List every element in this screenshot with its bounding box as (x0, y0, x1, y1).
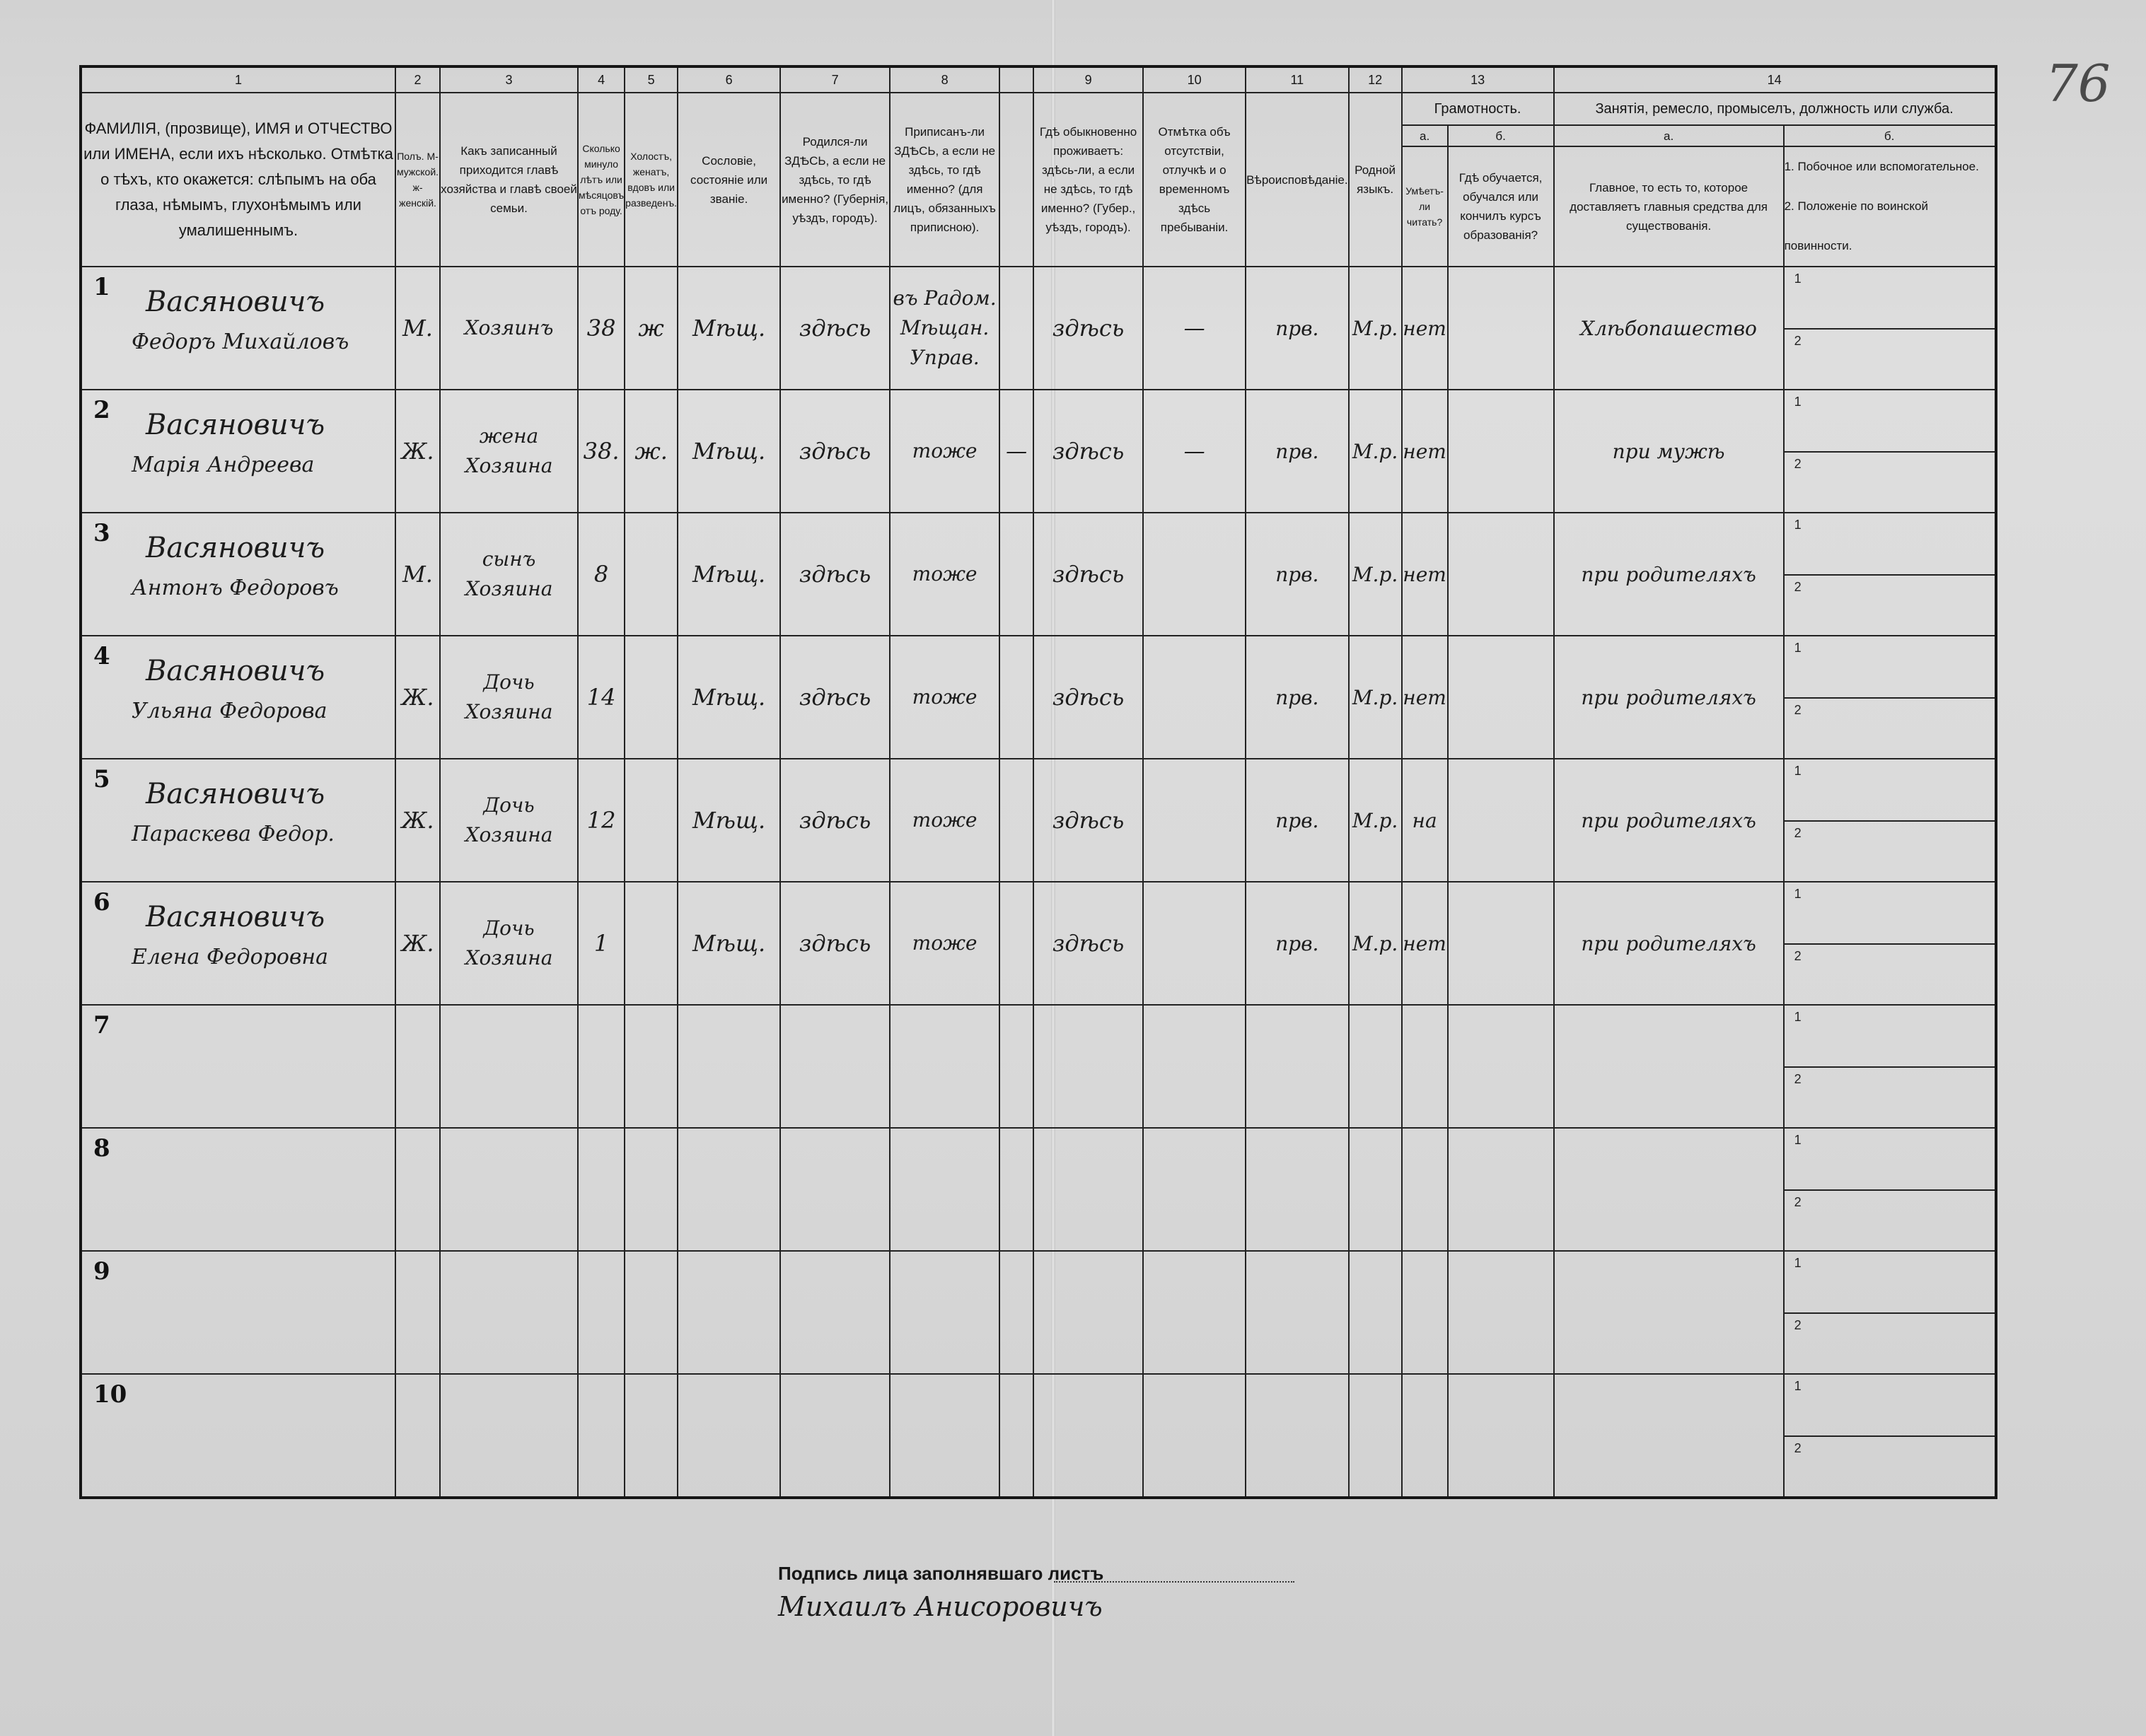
surname: Васяновичъ (146, 532, 325, 564)
estate-cell: Мѣщ. (678, 390, 780, 513)
sex-cell (395, 1128, 440, 1251)
military-status (1785, 576, 1995, 635)
colnum-3: 3 (440, 66, 578, 93)
military-status (1785, 1191, 1995, 1250)
age-cell: 14 (578, 636, 625, 759)
birthplace-cell (780, 1374, 890, 1498)
military-status (1785, 822, 1995, 881)
absence-cell (1143, 1251, 1246, 1374)
registered-dash-cell (999, 1128, 1033, 1251)
row-number: 6 (93, 888, 110, 916)
residence-cell: здѣсь (1033, 759, 1143, 882)
side-occupation-cell (1784, 267, 1996, 390)
column-number-row (81, 66, 1996, 93)
header-relation: Какъ записанный приходится главѣ хозяйства и главѣ своей семьи. (440, 93, 578, 267)
marital-cell (625, 513, 678, 636)
language-cell: М.р. (1349, 390, 1402, 513)
military-status (1785, 453, 1995, 512)
language-cell: М.р. (1349, 513, 1402, 636)
birthplace-cell: здѣсь (780, 759, 890, 882)
census-body (81, 267, 1996, 1498)
colnum-2: 2 (395, 66, 440, 93)
estate-cell: Мѣщ. (678, 513, 780, 636)
relation-cell (440, 1251, 578, 1374)
marital-cell (625, 1251, 678, 1374)
absence-cell (1143, 759, 1246, 882)
occupation-cell (1554, 1128, 1784, 1251)
name-cell (81, 1251, 395, 1374)
table-row (81, 759, 1996, 882)
literacy-cell: нет (1402, 513, 1448, 636)
registered-dash-cell (999, 636, 1033, 759)
table-row (81, 1005, 1996, 1128)
side-occupation-cell (1784, 513, 1996, 636)
registered-dash-cell (999, 1251, 1033, 1374)
row-number: 9 (93, 1257, 110, 1286)
military-status-number: 2 (1794, 1441, 1802, 1455)
header-occupation-b-label: б. (1784, 125, 1996, 146)
estate-cell (678, 1128, 780, 1251)
registered-cell (890, 1251, 999, 1374)
absence-cell: — (1143, 390, 1246, 513)
occupation-cell: при родителяхъ (1554, 636, 1784, 759)
table-row (81, 1374, 1996, 1498)
side-occupation-1-number: 1 (1794, 887, 1802, 901)
military-status (1785, 945, 1995, 1004)
table-row (81, 882, 1996, 1005)
census-table (79, 65, 1997, 1499)
language-cell (1349, 1374, 1402, 1498)
sex-cell (395, 1251, 440, 1374)
side-occupation-1-number: 1 (1794, 395, 1802, 409)
literacy-cell: нет (1402, 636, 1448, 759)
birthplace-cell (780, 1251, 890, 1374)
name-cell (81, 513, 395, 636)
language-cell (1349, 1251, 1402, 1374)
literacy-cell (1402, 1128, 1448, 1251)
header-occupation-main: Главное, то есть то, которое доставляетъ главныя средства для существованія. (1554, 146, 1784, 267)
header-occupation-a-label: а. (1554, 125, 1784, 146)
language-cell (1349, 1005, 1402, 1128)
education-cell (1448, 390, 1554, 513)
age-cell: 1 (578, 882, 625, 1005)
age-cell: 38 (578, 267, 625, 390)
table-row (81, 390, 1996, 513)
religion-cell (1246, 1128, 1349, 1251)
header-literacy-education: Гдѣ обучается, обучался или кончилъ курсъ образованія? (1448, 146, 1554, 267)
side-occupation-1-number: 1 (1794, 1379, 1802, 1393)
header-language: Родной языкъ. (1349, 93, 1402, 267)
absence-cell (1143, 882, 1246, 1005)
side-occupation-1 (1785, 1006, 1995, 1068)
name-cell (81, 759, 395, 882)
header-literacy: Грамотность. (1402, 93, 1554, 125)
military-status-number: 2 (1794, 1072, 1802, 1086)
absence-cell (1143, 1128, 1246, 1251)
residence-cell: здѣсь (1033, 513, 1143, 636)
header-age: Сколько минуло лѣтъ или мѣсяцовъ отъ роду. (578, 93, 625, 267)
row-number: 2 (93, 396, 110, 424)
side-occupation-cell (1784, 759, 1996, 882)
age-cell (578, 1251, 625, 1374)
name-cell (81, 390, 395, 513)
religion-cell: прв. (1246, 513, 1349, 636)
side-occupation-1 (1785, 1375, 1995, 1437)
side-occupation-1 (1785, 1129, 1995, 1191)
registered-cell: тоже (890, 759, 999, 882)
military-status-number: 2 (1794, 1195, 1802, 1209)
side-occupation-cell (1784, 1251, 1996, 1374)
row-number: 8 (93, 1134, 110, 1163)
military-status-number: 2 (1794, 703, 1802, 717)
row-number: 4 (93, 642, 110, 670)
header-occupation: Занятія, ремесло, промыселъ, должность или служба. (1554, 93, 1996, 125)
given-names: Ульяна Федорова (132, 699, 327, 723)
registered-cell (890, 1128, 999, 1251)
military-status-number: 2 (1794, 457, 1802, 471)
side-occupation-1 (1785, 636, 1995, 699)
colnum-5: 5 (625, 66, 678, 93)
language-cell: М.р. (1349, 882, 1402, 1005)
table-row (81, 1251, 1996, 1374)
sex-cell: Ж. (395, 759, 440, 882)
header-literacy-a-label: а. (1402, 125, 1448, 146)
occupation-cell: при мужѣ (1554, 390, 1784, 513)
relation-cell: Дочь Хозяина (440, 636, 578, 759)
marital-cell: ж. (625, 390, 678, 513)
relation-cell: Хозяинъ (440, 267, 578, 390)
military-status (1785, 330, 1995, 389)
literacy-cell: нет (1402, 390, 1448, 513)
birthplace-cell (780, 1128, 890, 1251)
residence-cell: здѣсь (1033, 636, 1143, 759)
side-occupation-1-number: 1 (1794, 1010, 1802, 1024)
residence-cell: здѣсь (1033, 882, 1143, 1005)
estate-cell (678, 1251, 780, 1374)
estate-cell (678, 1374, 780, 1498)
estate-cell: Мѣщ. (678, 267, 780, 390)
sex-cell: Ж. (395, 882, 440, 1005)
residence-cell (1033, 1374, 1143, 1498)
table-row (81, 1128, 1996, 1251)
literacy-cell (1402, 1005, 1448, 1128)
row-number: 3 (93, 519, 110, 547)
marital-cell (625, 882, 678, 1005)
colnum-6: 6 (678, 66, 780, 93)
age-cell (578, 1374, 625, 1498)
residence-cell (1033, 1128, 1143, 1251)
age-cell (578, 1005, 625, 1128)
surname: Васяновичъ (146, 655, 325, 687)
registered-dash-cell: — (999, 390, 1033, 513)
marital-cell (625, 759, 678, 882)
marital-cell (625, 636, 678, 759)
name-cell (81, 882, 395, 1005)
header-estate: Сословіе, состояніе или званіе. (678, 93, 780, 267)
literacy-cell (1402, 1374, 1448, 1498)
religion-cell (1246, 1005, 1349, 1128)
side-occupation-1 (1785, 1252, 1995, 1314)
estate-cell: Мѣщ. (678, 759, 780, 882)
birthplace-cell: здѣсь (780, 882, 890, 1005)
signature-value: Михаилъ Анисоровичъ (778, 1591, 1103, 1622)
table-row (81, 513, 1996, 636)
colnum-13: 13 (1402, 66, 1554, 93)
language-cell: М.р. (1349, 267, 1402, 390)
relation-cell: сынъ Хозяина (440, 513, 578, 636)
residence-cell (1033, 1005, 1143, 1128)
header-sex: Полъ. М-мужской. ж-женскій. (395, 93, 440, 267)
colnum-9: 9 (1033, 66, 1143, 93)
occupation-cell (1554, 1374, 1784, 1498)
side-occupation-1 (1785, 882, 1995, 945)
absence-cell (1143, 1005, 1246, 1128)
estate-cell (678, 1005, 780, 1128)
side-occupation-1 (1785, 267, 1995, 330)
colnum-11: 11 (1246, 66, 1349, 93)
surname: Васяновичъ (146, 286, 325, 318)
colnum-4: 4 (578, 66, 625, 93)
header-gap (999, 93, 1033, 267)
side-occupation-1-number: 1 (1794, 518, 1802, 532)
absence-cell: — (1143, 267, 1246, 390)
side-occupation-cell (1784, 636, 1996, 759)
signature-line (1054, 1581, 1294, 1583)
header-literacy-read: Умѣетъ-ли читать? (1402, 146, 1448, 267)
occupation-cell (1554, 1005, 1784, 1128)
side-occupation-cell (1784, 882, 1996, 1005)
education-cell (1448, 636, 1554, 759)
sex-cell (395, 1374, 440, 1498)
colnum-14: 14 (1554, 66, 1996, 93)
side-occupation-1 (1785, 390, 1995, 453)
registered-cell: тоже (890, 513, 999, 636)
page-number: 76 (2046, 54, 2111, 113)
relation-cell (440, 1374, 578, 1498)
literacy-cell: нет (1402, 882, 1448, 1005)
occupation-cell (1554, 1251, 1784, 1374)
registered-dash-cell (999, 1005, 1033, 1128)
religion-cell (1246, 1374, 1349, 1498)
registered-cell: тоже (890, 390, 999, 513)
side-occupation-cell (1784, 1128, 1996, 1251)
absence-cell (1143, 636, 1246, 759)
name-cell (81, 636, 395, 759)
age-cell: 12 (578, 759, 625, 882)
colnum-7: 7 (780, 66, 890, 93)
header-occupation-side-2: 2. Положеніе по воинской повинности. (1784, 199, 1928, 252)
relation-cell: жена Хозяина (440, 390, 578, 513)
colnum-gap (999, 66, 1033, 93)
row-number: 10 (93, 1380, 127, 1409)
estate-cell: Мѣщ. (678, 882, 780, 1005)
religion-cell (1246, 1251, 1349, 1374)
header-occupation-side-1: 1. Побочное или вспомогательное. (1784, 160, 1979, 173)
education-cell (1448, 513, 1554, 636)
education-cell (1448, 882, 1554, 1005)
sex-cell: М. (395, 513, 440, 636)
colnum-8: 8 (890, 66, 999, 93)
colnum-10: 10 (1143, 66, 1246, 93)
occupation-cell: Хлѣбопашество (1554, 267, 1784, 390)
given-names: Марія Андреева (132, 453, 315, 477)
surname: Васяновичъ (146, 409, 325, 441)
side-occupation-1-number: 1 (1794, 641, 1802, 655)
side-occupation-1-number: 1 (1794, 1133, 1802, 1147)
sex-cell: Ж. (395, 390, 440, 513)
sex-cell: Ж. (395, 636, 440, 759)
side-occupation-1 (1785, 759, 1995, 822)
marital-cell (625, 1374, 678, 1498)
side-occupation-cell (1784, 1005, 1996, 1128)
education-cell (1448, 1374, 1554, 1498)
marital-cell (625, 1005, 678, 1128)
language-cell: М.р. (1349, 636, 1402, 759)
age-cell (578, 1128, 625, 1251)
header-registered: Приписанъ-ли ЗДѢСЬ, а если не здѣсь, то гдѣ именно? (для лицъ, обязанныхъ приписною). (890, 93, 999, 267)
header-residence: Гдѣ обыкновенно проживаетъ: здѣсь-ли, а если не здѣсь, то гдѣ именно? (Губер., уѣздъ, городъ). (1033, 93, 1143, 267)
header-absence: Отмѣтка объ отсутствіи, отлучкѣ и о временномъ здѣсь пребываніи. (1143, 93, 1246, 267)
age-cell: 8 (578, 513, 625, 636)
education-cell (1448, 1128, 1554, 1251)
religion-cell: прв. (1246, 759, 1349, 882)
relation-cell: Дочь Хозяина (440, 759, 578, 882)
given-names: Елена Федоровна (132, 945, 329, 969)
military-status-number: 2 (1794, 1318, 1802, 1332)
birthplace-cell: здѣсь (780, 513, 890, 636)
occupation-cell: при родителяхъ (1554, 759, 1784, 882)
side-occupation-1-number: 1 (1794, 272, 1802, 286)
absence-cell (1143, 1374, 1246, 1498)
birthplace-cell: здѣсь (780, 390, 890, 513)
registered-dash-cell (999, 882, 1033, 1005)
surname: Васяновичъ (146, 778, 325, 810)
header-row-1 (81, 93, 1996, 125)
relation-cell: Дочь Хозяина (440, 882, 578, 1005)
table-row (81, 636, 1996, 759)
military-status (1785, 1437, 1995, 1496)
name-cell (81, 1374, 395, 1498)
residence-cell (1033, 1251, 1143, 1374)
colnum-12: 12 (1349, 66, 1402, 93)
relation-cell (440, 1005, 578, 1128)
header-religion: Вѣроисповѣданіе. (1246, 93, 1349, 267)
religion-cell: прв. (1246, 390, 1349, 513)
registered-dash-cell (999, 267, 1033, 390)
row-number: 7 (93, 1011, 110, 1039)
military-status-number: 2 (1794, 949, 1802, 963)
language-cell: М.р. (1349, 759, 1402, 882)
colnum-1: 1 (81, 66, 395, 93)
literacy-cell: нет (1402, 267, 1448, 390)
birthplace-cell: здѣсь (780, 636, 890, 759)
military-status-number: 2 (1794, 826, 1802, 840)
literacy-cell (1402, 1251, 1448, 1374)
military-status (1785, 1314, 1995, 1373)
given-names: Антонъ Федоровъ (132, 576, 339, 600)
side-occupation-1-number: 1 (1794, 764, 1802, 778)
side-occupation-cell (1784, 1374, 1996, 1498)
header-birthplace: Родился-ли ЗДѢСЬ, а если не здѣсь, то гдѣ именно? (Губернія, уѣздъ, городъ). (780, 93, 890, 267)
military-status-number: 2 (1794, 580, 1802, 594)
registered-dash-cell (999, 1374, 1033, 1498)
name-cell (81, 267, 395, 390)
absence-cell (1143, 513, 1246, 636)
surname: Васяновичъ (146, 901, 325, 933)
religion-cell: прв. (1246, 267, 1349, 390)
education-cell (1448, 1005, 1554, 1128)
sex-cell (395, 1005, 440, 1128)
table-row (81, 267, 1996, 390)
given-names: Федоръ Михайловъ (132, 330, 349, 354)
relation-cell (440, 1128, 578, 1251)
registered-dash-cell (999, 513, 1033, 636)
estate-cell: Мѣщ. (678, 636, 780, 759)
residence-cell: здѣсь (1033, 267, 1143, 390)
registered-cell: тоже (890, 882, 999, 1005)
military-status (1785, 699, 1995, 758)
registered-cell: тоже (890, 636, 999, 759)
education-cell (1448, 1251, 1554, 1374)
occupation-cell: при родителяхъ (1554, 882, 1784, 1005)
registered-dash-cell (999, 759, 1033, 882)
marital-cell: ж (625, 267, 678, 390)
side-occupation-cell (1784, 390, 1996, 513)
row-number: 5 (93, 765, 110, 793)
row-number: 1 (93, 273, 110, 301)
given-names: Параскева Федор. (132, 822, 335, 846)
marital-cell (625, 1128, 678, 1251)
age-cell: 38. (578, 390, 625, 513)
name-cell (81, 1005, 395, 1128)
side-occupation-1 (1785, 513, 1995, 576)
name-cell (81, 1128, 395, 1251)
birthplace-cell: здѣсь (780, 267, 890, 390)
header-marital: Холостъ, женатъ, вдовъ или разведенъ. (625, 93, 678, 267)
signature-label: Подпись лица заполнявшаго листъ (778, 1563, 1104, 1584)
military-status (1785, 1068, 1995, 1127)
education-cell (1448, 759, 1554, 882)
sex-cell: М. (395, 267, 440, 390)
occupation-cell: при родителяхъ (1554, 513, 1784, 636)
registered-cell: въ Радом. Мѣщан. Управ. (890, 267, 999, 390)
registered-cell (890, 1374, 999, 1498)
military-status-number: 2 (1794, 334, 1802, 348)
language-cell (1349, 1128, 1402, 1251)
religion-cell: прв. (1246, 882, 1349, 1005)
education-cell (1448, 267, 1554, 390)
residence-cell: здѣсь (1033, 390, 1143, 513)
side-occupation-1-number: 1 (1794, 1256, 1802, 1270)
header-name: ФАМИЛІЯ, (прозвище), ИМЯ и ОТЧЕСТВО или ИМЕНА, если ихъ нѣсколько. Отмѣтка о тѣхъ, кто окажется: слѣпымъ на оба глаза, нѣмымъ, глухонѣмымъ или умалишеннымъ. (81, 93, 395, 267)
birthplace-cell (780, 1005, 890, 1128)
header-occupation-side (1784, 146, 1996, 267)
literacy-cell: на (1402, 759, 1448, 882)
registered-cell (890, 1005, 999, 1128)
religion-cell: прв. (1246, 636, 1349, 759)
header-literacy-b-label: б. (1448, 125, 1554, 146)
